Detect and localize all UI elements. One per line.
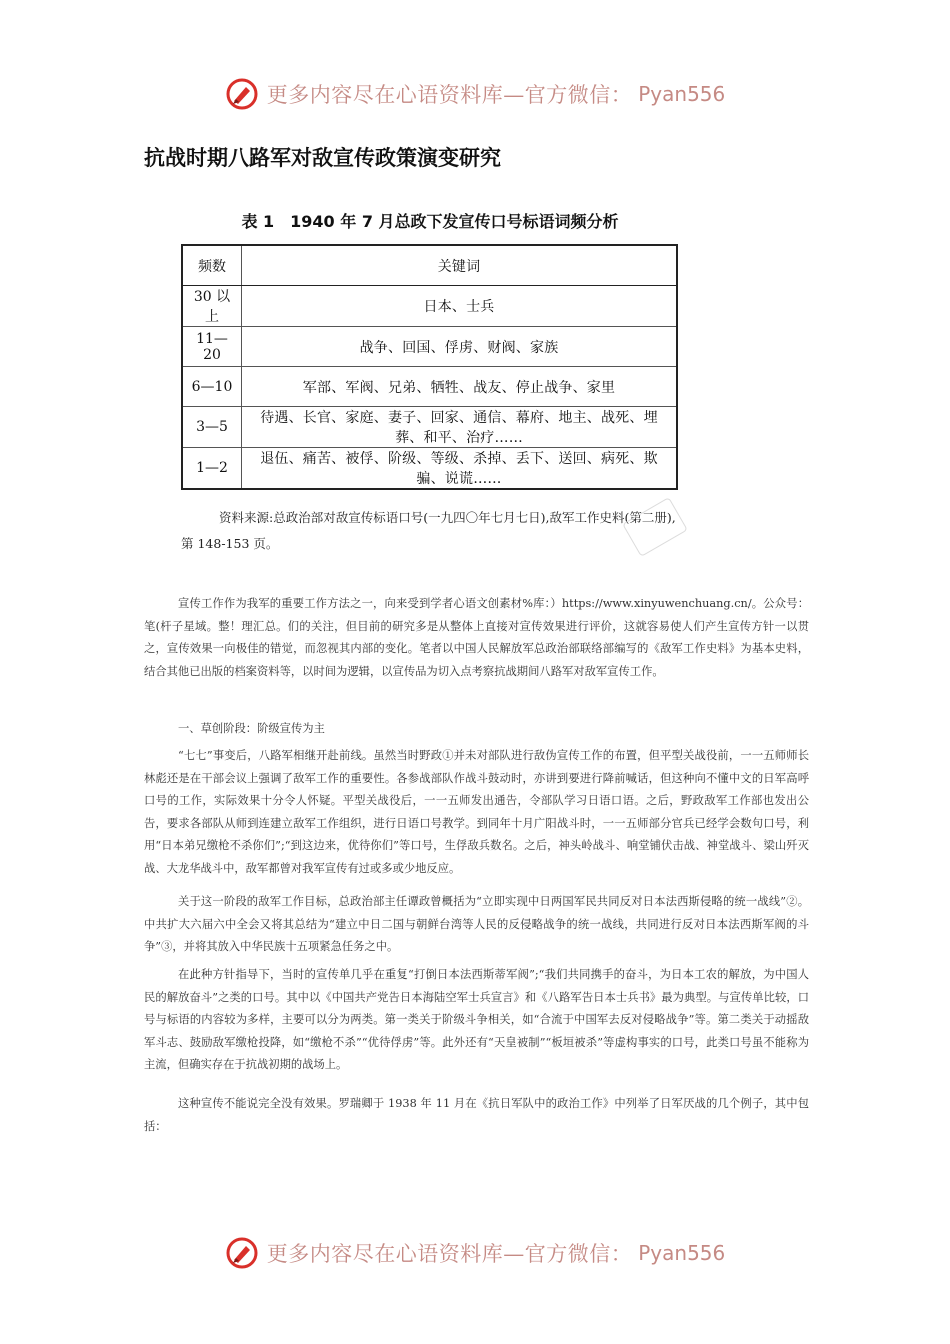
- table-caption: 表 1 1940 年 7 月总政下发宣传口号标语词频分析: [241, 212, 619, 231]
- table-row: [182, 286, 677, 327]
- table-source-note: 资料来源:总政治部对敌宣传标语口号(一九四〇年七月七日),敌军工作史料(第二册),第 148-153 页。: [181, 510, 676, 551]
- table-cell-frequency: 11—20: [182, 327, 242, 367]
- body-paragraph: 宣传工作作为我军的重要工作方法之一，向来受到学者心语文创素材%库：）https://www.xinyuwenchuang.cn/。公众号：笔(杆子星域。整！理汇总。们的关注，但目前的研究多是从整体上直接对宣传效果进行评价，这就容易使人们产生宣传方针一以贯之，宣传效果一向极佳的错觉，而忽视其内部的变化。笔者以中国人民解放军总政治部联络部编写的《敌军工作史料》为基本史料，结合其他已出版的档案资料等，以时间为逻辑，以宣传品为切入点考察抗战期间八路军对敌军宣传工作。: [144, 597, 809, 678]
- page-title: 抗战时期八路军对敌宣传政策演变研究: [144, 146, 501, 170]
- banner-wechat-id: Pyan556: [638, 1241, 726, 1265]
- footer-banner: [0, 1233, 950, 1273]
- body-paragraph: 这种宣传不能说完全没有效果。罗瑞卿于 1938 年 11 月在《抗日军队中的政治工作》中列举了日军厌战的几个例子，其中包括：: [144, 1097, 809, 1133]
- table-row: [182, 327, 677, 367]
- table-header-row: [182, 245, 677, 286]
- table-cell-keywords: 日本、士兵: [242, 286, 678, 327]
- banner-text: 更多内容尽在心语资料库—官方微信：: [266, 1242, 633, 1266]
- table-row: [182, 367, 677, 407]
- header-banner: [0, 74, 950, 114]
- section-heading: 一、草创阶段：阶级宣传为主: [178, 722, 325, 735]
- banner-text: 更多内容尽在心语资料库—官方微信：: [266, 83, 633, 107]
- table-cell-frequency: 6—10: [182, 367, 242, 407]
- body-paragraph: “七七”事变后，八路军相继开赴前线。虽然当时野政①并未对部队进行敌伪宣传工作的布置，但平型关战役前，一一五师师长林彪还是在干部会议上强调了敌军工作的重要性。各参战部队作战斗鼓动时，亦讲到要进行降前喊话，但这种向不懂中文的日军高呼口号的工作，实际效果十分令人怀疑。平型关战役后，一一五师发出通告，令部队学习日语口语。之后，野政敌军工作部也发出公告，要求各部队从师到连建立敌军工作组织，进行日语口号教学。到同年十月广阳战斗时，一一五师部分官兵已经学会数句口号，利用“日本弟兄缴枪不杀你们”;“到这边来，优待你们”等口号，生俘敌兵数名。之后，神头岭战斗、响堂铺伏击战、神堂战斗、梁山歼灭战、大龙华战斗中，敌军都曾对我军宣传有过或多或少地反应。: [144, 749, 809, 875]
- banner-wechat-id: Pyan556: [638, 82, 726, 106]
- brand-logo-icon: [225, 77, 259, 111]
- table-cell-keywords: 待遇、长官、家庭、妻子、回家、通信、幕府、地主、战死、埋葬、和平、治疗……: [242, 407, 678, 448]
- body-paragraph: 关于这一阶段的敌军工作目标，总政治部主任谭政曾概括为“立即实现中日两国军民共同反对日本法西斯侵略的统一战线”②。中共扩大六届六中全会又将其总结为“建立中日二国与朝鲜台湾等人民的反侵略战争的统一战线，共同进行反对日本法西斯军阀的斗争”③，并将其放入中华民族十五项紧急任务之中。: [144, 895, 809, 953]
- table-cell-frequency: 30 以上: [182, 286, 242, 327]
- brand-logo-icon: [225, 1236, 259, 1270]
- table-cell-keywords: 军部、军阀、兄弟、牺牲、战友、停止战争、家里: [242, 367, 678, 407]
- table-row: [182, 448, 677, 490]
- body-paragraph: 在此种方针指导下，当时的宣传单几乎在重复“打倒日本法西斯蒂军阀”;“我们共同携手的奋斗，为日本工农的解放，为中国人民的解放奋斗”之类的口号。其中以《中国共产党告日本海陆空军士兵宣言》和《八路军告日本士兵书》最为典型。与宣传单比较，口号与标语的内容较为多样，主要可以分为两类。第一类关于阶级斗争相关，如“合流于中国军去反对侵略战争”等。第二类关于动摇敌军斗志、鼓励敌军缴枪投降，如“缴枪不杀”“优待俘虏”等。此外还有“天皇被制”“板垣被杀”等虚构事实的口号，此类口号虽不能称为主流，但确实存在于抗战初期的战场上。: [144, 968, 809, 1071]
- table-cell-frequency: 3—5: [182, 407, 242, 448]
- table-header-cell: 关键词: [242, 245, 678, 286]
- table-cell-keywords: 战争、回国、俘虏、财阀、家族: [242, 327, 678, 367]
- table-cell-frequency: 1—2: [182, 448, 242, 490]
- table-row: [182, 407, 677, 448]
- table-cell-keywords: 退伍、痛苦、被俘、阶级、等级、杀掉、丢下、送回、病死、欺骗、说谎……: [242, 448, 678, 490]
- frequency-table: [181, 244, 678, 490]
- table-header-cell: 频数: [182, 245, 242, 286]
